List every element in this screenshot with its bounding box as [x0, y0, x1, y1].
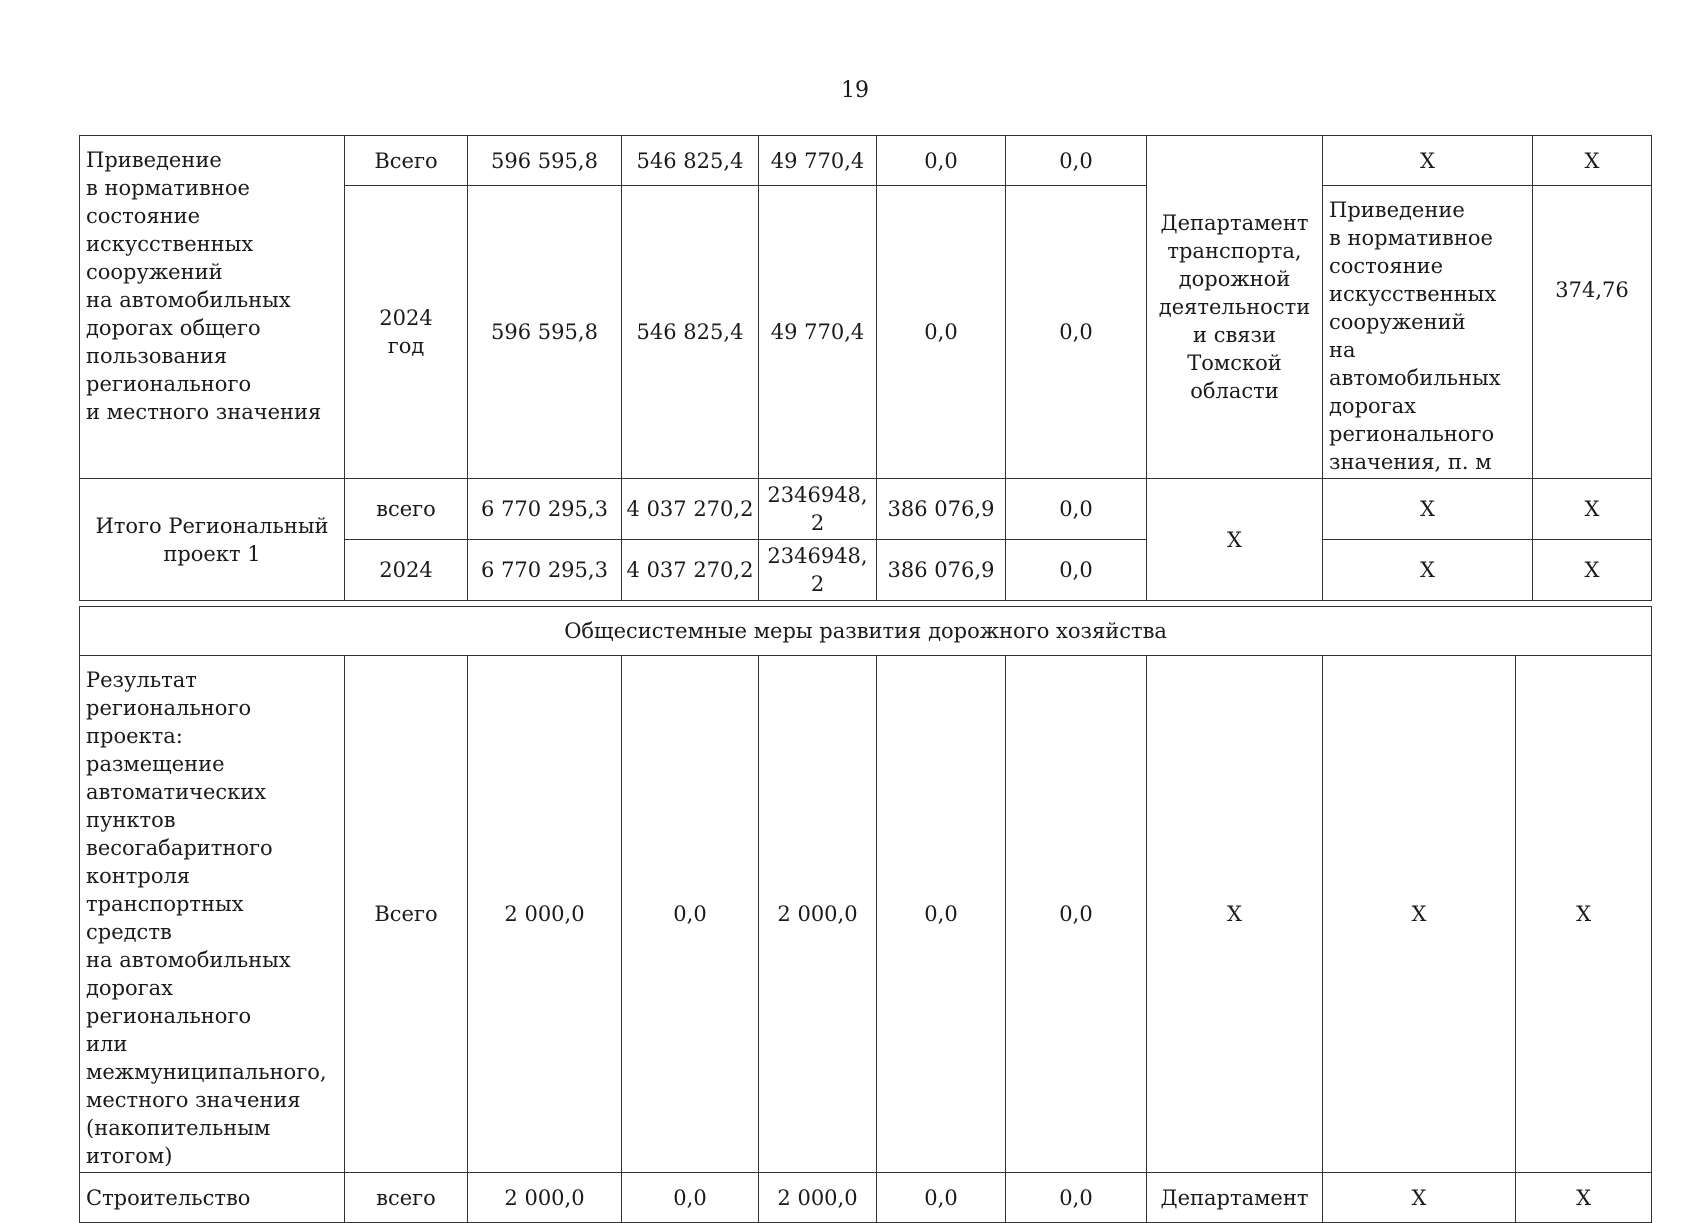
- value-cell: 2 000,0: [759, 656, 877, 1173]
- indicator-cell: X: [1323, 540, 1533, 601]
- period-label: всего: [345, 1173, 468, 1223]
- period-label: всего: [345, 479, 468, 540]
- period-label: 2024: [345, 540, 468, 601]
- table-row: [80, 1173, 1652, 1223]
- value-cell: 596 595,8: [468, 186, 622, 479]
- value-cell: 2 000,0: [468, 1173, 622, 1223]
- value-cell: 2 000,0: [468, 656, 622, 1173]
- value-cell: 2346948,2: [759, 479, 877, 540]
- value-cell: 546 825,4: [622, 136, 759, 186]
- indicator-cell: X: [1323, 136, 1533, 186]
- value-cell: 4 037 270,2: [622, 540, 759, 601]
- row-name-cell: Результат регионального проекта: размещение автоматических пунктов весогабаритного контроля транспортных средств на автомобильных дорогах регионального или межмуниципального, местного значения (накопительным итогом): [80, 656, 345, 1173]
- indicator-value-cell: X: [1516, 1173, 1652, 1223]
- period-label: Всего: [345, 136, 468, 186]
- row-name-cell: Приведение в нормативное состояние искусственных сооружений на автомобильных дорогах общего пользования регионального и местного значения: [80, 136, 345, 479]
- indicator-cell: X: [1323, 1173, 1516, 1223]
- indicator-value-cell: X: [1533, 479, 1652, 540]
- row-name-cell: Строительство: [80, 1173, 345, 1223]
- executor-cell: X: [1147, 479, 1323, 601]
- section-title: Общесистемные меры развития дорожного хозяйства: [80, 607, 1652, 656]
- indicator-value-cell: 374,76: [1533, 186, 1652, 479]
- page-number: 19: [841, 78, 869, 103]
- indicator-cell: Приведение в нормативное состояние искусственных сооружений на автомобильных дорогах регионального значения, п. м: [1323, 186, 1533, 479]
- value-cell: 596 595,8: [468, 136, 622, 186]
- executor-cell: X: [1147, 656, 1323, 1173]
- value-cell: 0,0: [1006, 186, 1147, 479]
- value-cell: 2346948,2: [759, 540, 877, 601]
- value-cell: 2 000,0: [759, 1173, 877, 1223]
- value-cell: 0,0: [877, 186, 1006, 479]
- section-header-row: [80, 607, 1652, 656]
- period-label: Всего: [345, 656, 468, 1173]
- value-cell: 546 825,4: [622, 186, 759, 479]
- value-cell: 0,0: [877, 656, 1006, 1173]
- value-cell: 0,0: [1006, 479, 1147, 540]
- table-row: [80, 136, 1652, 186]
- value-cell: 386 076,9: [877, 540, 1006, 601]
- indicator-value-cell: X: [1533, 136, 1652, 186]
- value-cell: 0,0: [1006, 1173, 1147, 1223]
- value-cell: 0,0: [622, 656, 759, 1173]
- value-cell: 0,0: [1006, 656, 1147, 1173]
- value-cell: 0,0: [622, 1173, 759, 1223]
- value-cell: 49 770,4: [759, 136, 877, 186]
- executor-cell: Департамент: [1147, 1173, 1323, 1223]
- budget-table-lower: [79, 606, 1652, 1223]
- value-cell: 0,0: [877, 136, 1006, 186]
- value-cell: 6 770 295,3: [468, 479, 622, 540]
- indicator-value-cell: X: [1516, 656, 1652, 1173]
- period-label: 2024 год: [345, 186, 468, 479]
- table-row: [80, 656, 1652, 1173]
- value-cell: 4 037 270,2: [622, 479, 759, 540]
- budget-table-upper: [79, 135, 1652, 601]
- value-cell: 0,0: [877, 1173, 1006, 1223]
- value-cell: 49 770,4: [759, 186, 877, 479]
- executor-cell: Департамент транспорта, дорожной деятельности и связи Томской области: [1147, 136, 1323, 479]
- row-name-cell: Итого Региональный проект 1: [80, 479, 345, 601]
- value-cell: 0,0: [1006, 540, 1147, 601]
- value-cell: 6 770 295,3: [468, 540, 622, 601]
- table-row: [80, 479, 1652, 540]
- value-cell: 386 076,9: [877, 479, 1006, 540]
- indicator-cell: X: [1323, 479, 1533, 540]
- value-cell: 0,0: [1006, 136, 1147, 186]
- indicator-cell: X: [1323, 656, 1516, 1173]
- indicator-value-cell: X: [1533, 540, 1652, 601]
